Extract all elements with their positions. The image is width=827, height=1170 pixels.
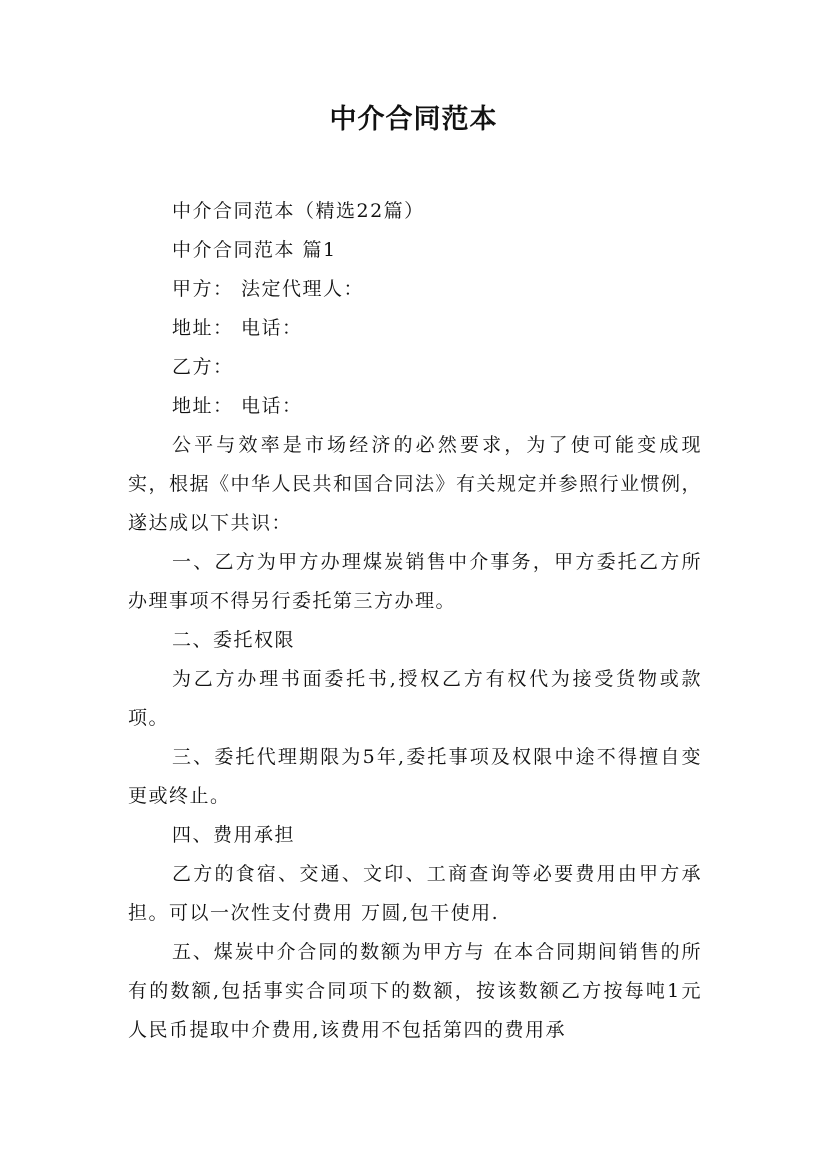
clause-3-paragraph: 三、委托代理期限为5年,委托事项及权限中途不得擅自变更或终止。 (128, 746, 702, 807)
section-heading: 中介合同范本 篇1 (172, 239, 337, 261)
clause-2-paragraph: 为乙方办理书面委托书,授权乙方有权代为接受货物或款项。 (128, 668, 702, 729)
party-b-line: 乙方： (172, 356, 234, 378)
document-body (128, 192, 702, 1050)
subtitle-paragraph: 中介合同范本（精选22篇） (172, 200, 425, 222)
clause-2-heading: 二、委托权限 (172, 629, 296, 651)
party-b-address-line: 地址： 电话： (172, 395, 303, 417)
party-a-address-line: 地址： 电话： (172, 317, 303, 339)
clause-5-paragraph: 五、煤炭中介合同的数额为甲方与 在本合同期间销售的所有的数额,包括事实合同项下的数额，按该数额乙方按每吨1元人民币提取中介费用,该费用不包括第四的费用承 (128, 941, 702, 1041)
document-title: 中介合同范本 (329, 104, 498, 135)
clause-4-paragraph: 乙方的食宿、交通、文印、工商查询等必要费用由甲方承担。可以一次性支付费用 万圆,包干使用. (128, 863, 702, 924)
clause-1-paragraph: 一、乙方为甲方办理煤炭销售中介事务，甲方委托乙方所办理事项不得另行委托第三方办理。 (128, 551, 702, 612)
preamble-paragraph: 公平与效率是市场经济的必然要求，为了使可能变成现实，根据《中华人民共和国合同法》有关规定并参照行业惯例，遂达成以下共识： (128, 434, 703, 534)
party-a-line: 甲方： 法定代理人： (172, 278, 365, 300)
clause-4-heading: 四、费用承担 (172, 824, 296, 846)
